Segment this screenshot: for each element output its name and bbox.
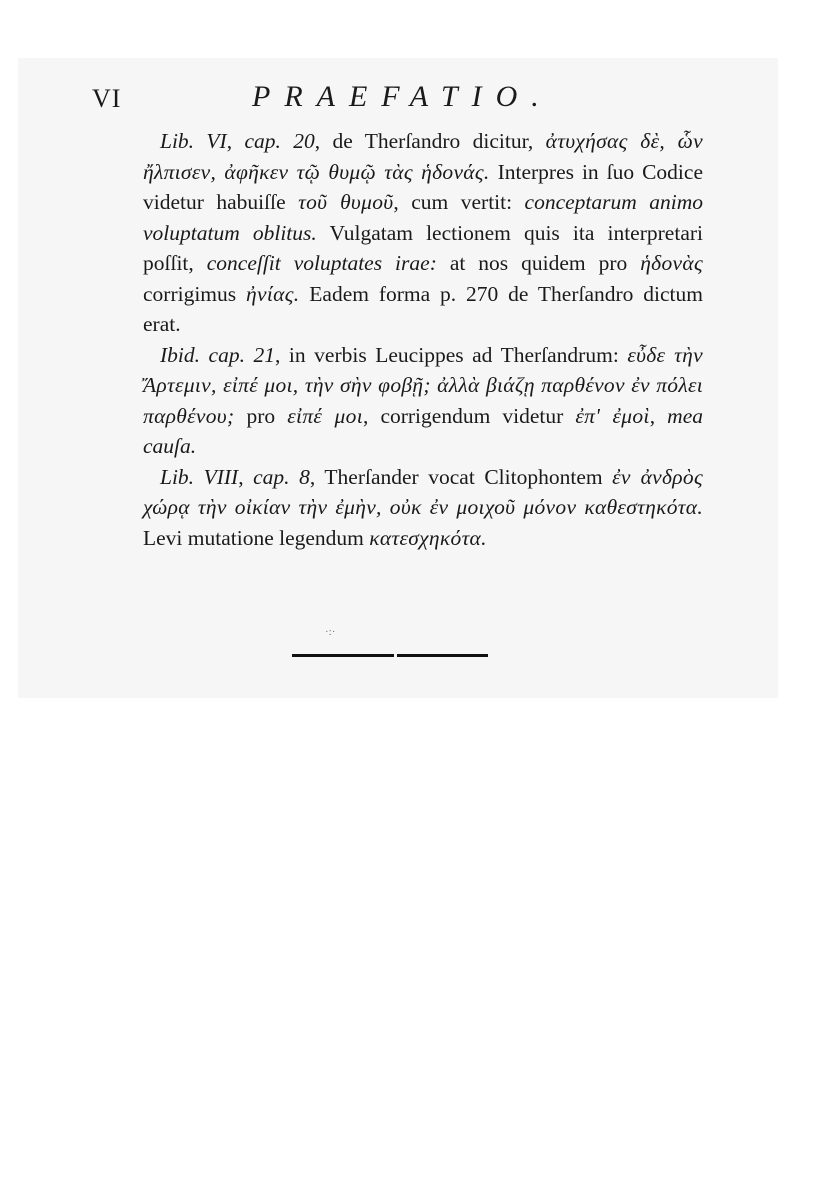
greek-word: ἐπ' ἐμοὶ xyxy=(575,403,650,428)
page-header xyxy=(92,80,692,120)
citation-chapter: cap. 8 xyxy=(253,464,310,489)
text-run: , de Therſandro dicitur, xyxy=(314,129,546,153)
greek-quote: εὖδε τὴν Ἄρτεμιν, εἰπέ μοι, τὴν σὴν φοβῇ; ἀλλὰ βιάζῃ παρθένον ἐν πόλει παρθένου; xyxy=(143,342,703,428)
greek-quote: ἀτυχήσας δὲ, ὧν ἤλπισεν, ἀφῆκεν τῷ θυμῷ τὰς ἡδονάς. xyxy=(143,129,703,184)
page-number: VI xyxy=(92,84,122,113)
greek-word: τοῦ θυμοῦ xyxy=(298,190,394,214)
text-run: Eadem forma p. 270 de Therſandro dictum erat. xyxy=(143,281,704,336)
running-head: PRAEFATIO. xyxy=(252,80,553,113)
text-run: at nos quidem pro xyxy=(436,251,641,275)
text-run: , in verbis Leucippes ad Therſandrum: xyxy=(275,342,628,367)
text-run: Interpres in ſuo Codice videtur habuiſſe xyxy=(143,159,703,214)
paragraph-lib-viii-cap-8 xyxy=(143,462,703,554)
greek-word: ἡδονὰς xyxy=(640,251,703,275)
citation-book: Lib. VIII xyxy=(160,464,239,489)
ink-speck: ·:· xyxy=(325,626,336,638)
paragraph-ibid-cap-21 xyxy=(143,340,703,462)
latin-interpretation: conceſſit voluptates irae: xyxy=(206,251,437,275)
citation-ibid: Ibid. cap. 21 xyxy=(160,342,275,367)
paragraph-lib-vi-cap-20 xyxy=(143,126,703,340)
text-run: pro xyxy=(234,403,288,428)
latin-translation: conceptarum animo voluptatum oblitus. xyxy=(143,190,704,245)
text-run: corrigimus xyxy=(143,281,247,306)
greek-quote: ἐν ἀνδρὸς χώρᾳ τὴν οἰκίαν τὴν ἐμὴν, οὐκ ἐν μοιχοῦ μόνον καθεστηκότα. xyxy=(143,464,703,519)
greek-word: κατεσχηκότα. xyxy=(369,525,487,550)
text-run: Vulgatam lectionem quis ita interpretari poſſit, xyxy=(143,220,703,275)
end-rule xyxy=(292,654,488,657)
greek-word: εἰπέ μοι xyxy=(287,403,363,428)
text-run: , corrigendum videtur xyxy=(362,403,576,428)
text-run: , Therſander vocat Clitophontem xyxy=(309,464,613,489)
latin-gloss: mea cauſa. xyxy=(143,403,703,458)
body-text xyxy=(143,126,703,553)
citation-chapter: cap. 20 xyxy=(244,129,315,153)
text-run: , cum vertit: xyxy=(393,190,525,214)
text-run: , xyxy=(226,129,245,153)
citation-book: Lib. VI xyxy=(160,129,227,153)
greek-word: ἠνίας. xyxy=(246,281,300,306)
text-run: Levi mutatione legendum xyxy=(143,525,370,550)
text-run: , xyxy=(238,464,254,489)
end-rule-gap xyxy=(394,654,397,657)
text-run: , xyxy=(649,403,668,428)
